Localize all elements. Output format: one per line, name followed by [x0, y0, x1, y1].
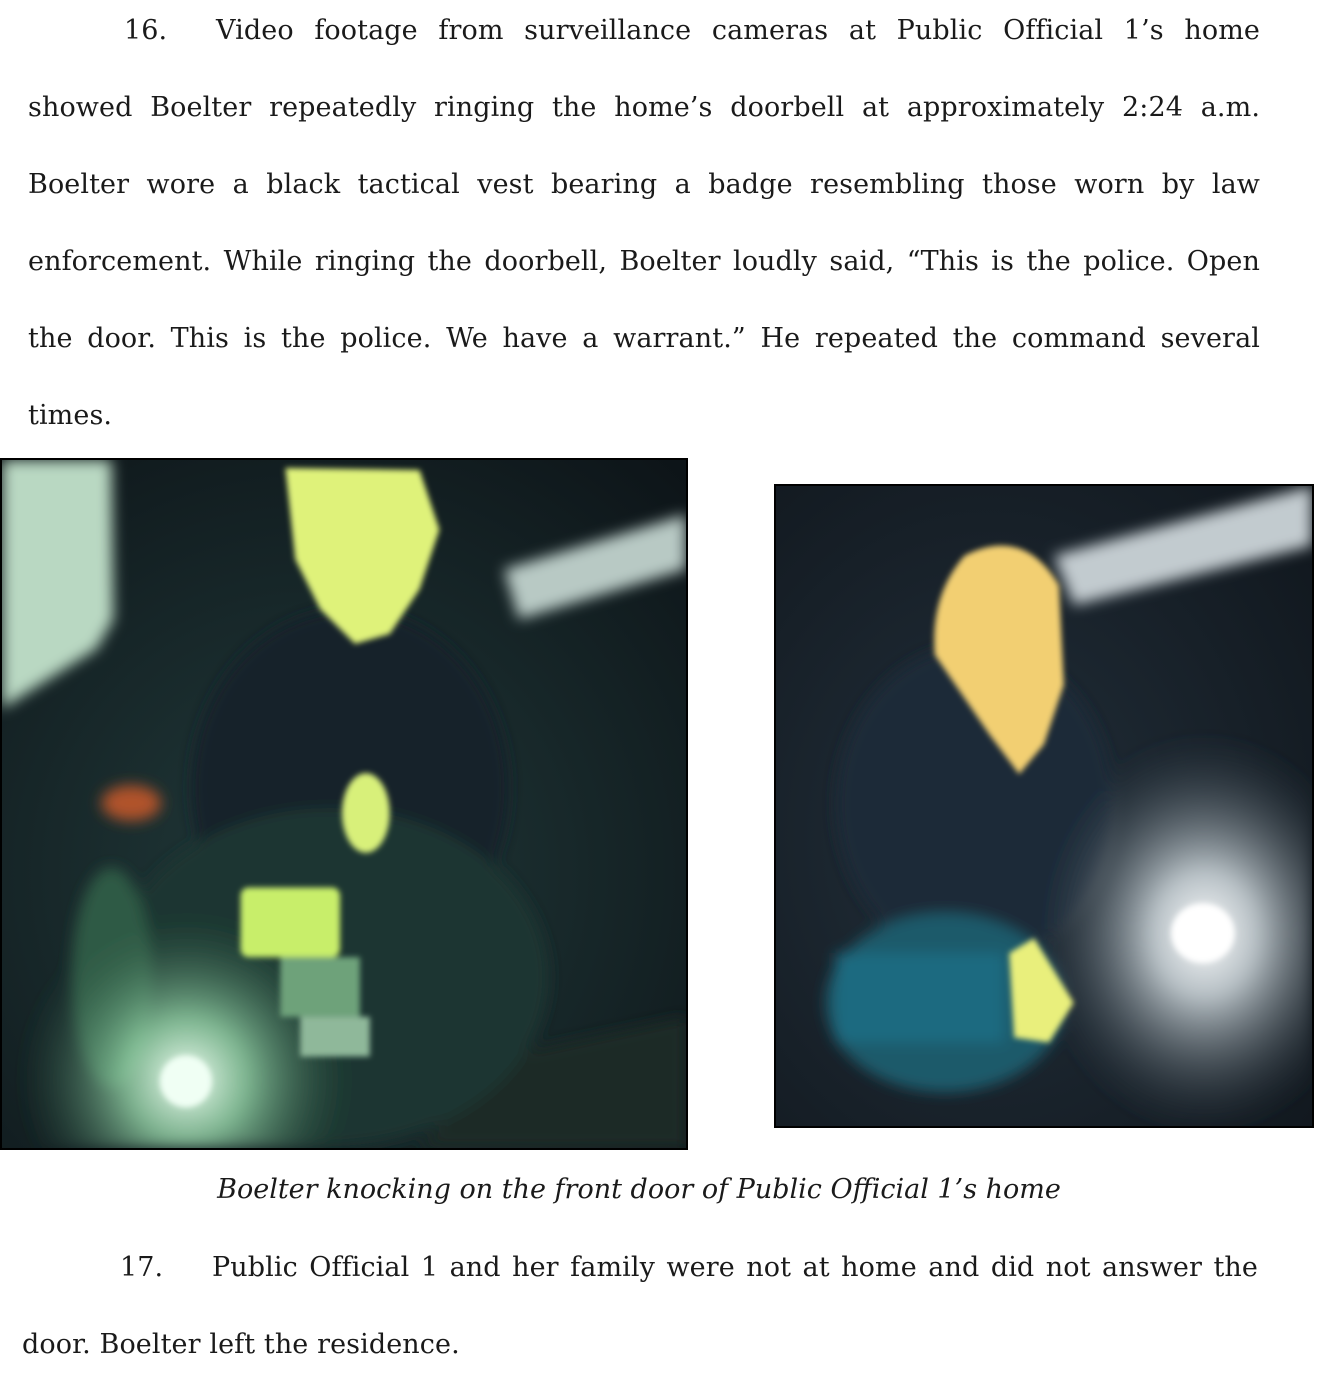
surveillance-photo-right [774, 484, 1314, 1128]
paragraph-17 [22, 1229, 1258, 1383]
paragraph-number: 16. [124, 15, 168, 46]
paragraph-text: Video footage from surveillance cameras at Public Official 1’s home showed Boelter repeatedly ringing the home’s doorbell at approximately 2:24 a.m. Boelter wore a black tactical vest bearing a badge resembling those worn by law enforcement. While ringing the doorbell, Boelter loudly said, “This is the police. Open the door. This is the police. We have a warrant.” He repeated the command several times. [28, 15, 1260, 431]
figure-caption-text: Boelter knocking on the front door of Public Official 1’s home [217, 1174, 1061, 1205]
figure-caption [0, 1170, 1320, 1210]
paragraph-number: 17. [120, 1252, 164, 1283]
paragraph-text: Public Official 1 and her family were not at home and did not answer the door. Boelter left the residence. [22, 1252, 1258, 1360]
paragraph-16 [28, 0, 1260, 454]
surveillance-photo-left [0, 458, 688, 1150]
